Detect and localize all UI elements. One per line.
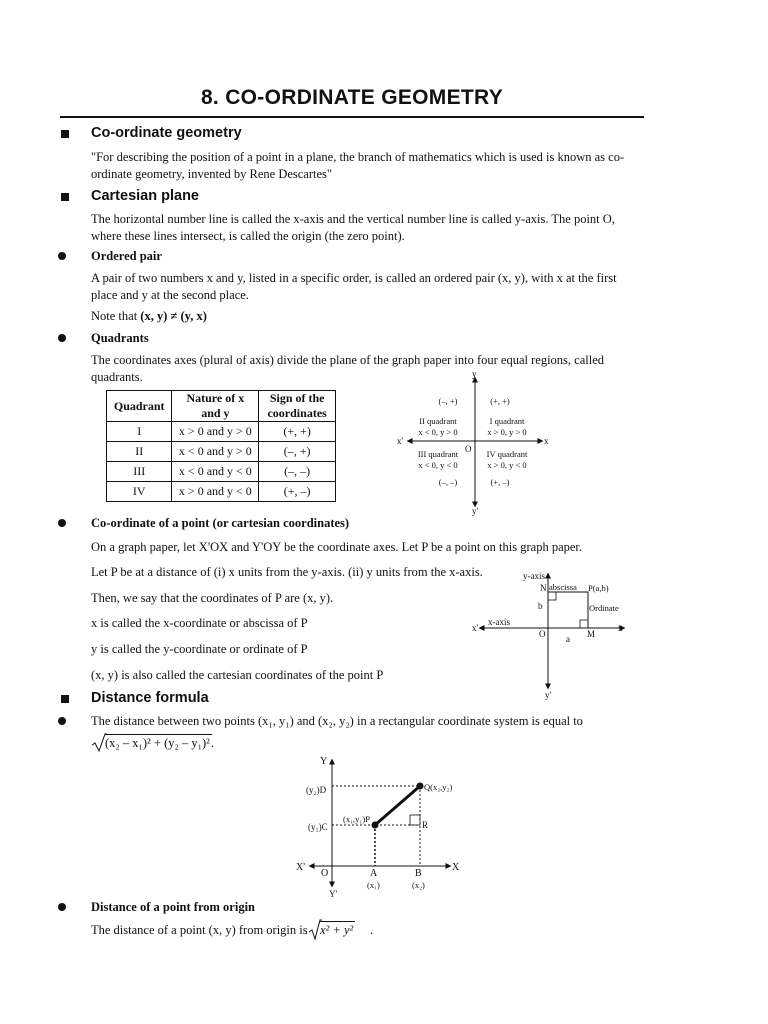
coord-line: y is called the y-coordinate or ordinate of P xyxy=(91,642,308,656)
subheading-distance-from-origin: Distance of a point from origin xyxy=(91,900,255,914)
axis-label: y xyxy=(472,369,477,379)
page-title: 8. CO-ORDINATE GEOMETRY xyxy=(200,86,504,109)
radicand: x² + y² xyxy=(320,923,354,937)
period-mark: . xyxy=(370,923,374,937)
period-mark: . xyxy=(211,736,215,750)
right-angle-mark xyxy=(580,620,588,628)
radicand: (x₂ – x₁)² + (y₂ – y₁)² xyxy=(105,736,210,750)
origin-label: O xyxy=(539,629,546,639)
axis-label: X xyxy=(452,862,460,873)
quadrant-name: III quadrant xyxy=(417,449,459,459)
subheading-quadrants: Quadrants xyxy=(91,331,149,345)
axis-label: x xyxy=(544,436,549,446)
table-cell: III xyxy=(107,462,172,482)
point-label-c: (y₁)C xyxy=(308,822,328,832)
point-label-p: P(a,b) xyxy=(588,583,609,593)
note-prefix: Note that xyxy=(91,309,141,323)
square-bullet-icon xyxy=(61,193,69,201)
origin-distance-text: The distance of a point (x, y) from origin is xyxy=(91,923,308,937)
square-bullet-icon xyxy=(61,130,69,138)
point-label-p: (x₁,y₁)P xyxy=(343,814,370,824)
table-cell: x < 0 and y < 0 xyxy=(172,462,259,482)
axis-label: y' xyxy=(472,506,479,516)
axis-label: Y xyxy=(320,756,328,767)
coord-line: On a graph paper, let X'OX and Y'OY be the coordinate axes. Let P be a point on this graph paper. xyxy=(91,540,583,554)
axis-label: x' xyxy=(472,623,479,633)
quadrant-condition: x > 0, y < 0 xyxy=(487,460,527,470)
abscissa-label: abscissa xyxy=(549,582,577,592)
ordered-pair-text: A pair of two numbers x and y, listed in a specific order, is called an ordered pair (x, y), with x at the first place and y at the second place. xyxy=(91,271,617,302)
coord-line: Then, we say that the coordinates of P are (x, y). xyxy=(91,591,334,605)
point-q-marker xyxy=(417,783,424,790)
projection-rectangle xyxy=(548,592,588,628)
square-bullet-icon xyxy=(61,695,69,703)
title-underline xyxy=(60,116,644,118)
point-label-d: (y₂)D xyxy=(306,785,327,795)
table-header: Sign of the coordinates xyxy=(259,391,336,422)
distance-label-a: a xyxy=(566,634,570,644)
point-label-q: Q(x₂,y₂) xyxy=(424,782,453,792)
distance-diagram xyxy=(292,752,472,902)
table-cell: II xyxy=(107,442,172,462)
point-coordinates-diagram xyxy=(468,560,634,700)
section-heading-coordinate-geometry: Co-ordinate geometry xyxy=(91,125,242,141)
table-row xyxy=(107,482,336,502)
axis-label: x' xyxy=(397,436,404,446)
table-cell: x > 0 and y > 0 xyxy=(172,422,259,442)
axis-label: Y' xyxy=(329,889,338,899)
round-bullet-icon xyxy=(58,334,66,342)
coord-line: Let P be at a distance of (i) x units from the y-axis. (ii) y units from the x-axis. xyxy=(91,565,483,579)
table-header: Quadrant xyxy=(107,391,172,422)
point-label-m: M xyxy=(587,629,596,639)
round-bullet-icon xyxy=(58,519,66,527)
table-row xyxy=(107,422,336,442)
origin-label: O xyxy=(321,868,329,879)
point-label-a: A xyxy=(370,868,378,879)
cartesian-plane-text: The horizontal number line is called the x-axis and the vertical number line is called y-axis. The point O, where these lines intersect, is called the origin (the zero point). xyxy=(91,212,615,243)
quadrant-name: IV quadrant xyxy=(486,449,528,459)
quadrant-name: I quadrant xyxy=(489,416,525,426)
point-label-b: B xyxy=(415,868,422,879)
axis-label: x-axis xyxy=(488,617,510,627)
point-label-r: R xyxy=(422,820,429,830)
origin-label: O xyxy=(465,444,472,454)
right-angle-mark xyxy=(410,815,420,825)
table-cell: (–, –) xyxy=(259,462,336,482)
table-cell: (+, –) xyxy=(259,482,336,502)
quadrant-diagram xyxy=(390,366,570,518)
axis-label: X' xyxy=(296,862,306,873)
table-cell: (+, +) xyxy=(259,422,336,442)
axis-label: y' xyxy=(545,690,552,700)
quadrant-condition: x > 0, y > 0 xyxy=(487,427,527,437)
axis-label: x xyxy=(618,623,623,633)
round-bullet-icon xyxy=(58,717,66,725)
subheading-ordered-pair: Ordered pair xyxy=(91,249,162,263)
quadrant-sign: (+, +) xyxy=(490,396,510,406)
point-p-marker xyxy=(372,822,379,829)
quadrant-sign: (+, –) xyxy=(490,477,510,487)
quadrant-condition: x < 0, y > 0 xyxy=(418,427,458,437)
quadrant-condition: x < 0, y < 0 xyxy=(418,460,458,470)
quadrant-table xyxy=(106,390,336,502)
table-row xyxy=(107,462,336,482)
round-bullet-icon xyxy=(58,903,66,911)
quadrant-name: II quadrant xyxy=(419,416,457,426)
table-cell: IV xyxy=(107,482,172,502)
subheading-coordinate-of-point: Co-ordinate of a point (or cartesian coordinates) xyxy=(91,516,350,530)
round-bullet-icon xyxy=(58,252,66,260)
axis-label: y-axis xyxy=(523,571,545,581)
quadrants-text: The coordinates axes (plural of axis) divide the plane of the graph paper into four equal regions, called quadrants. xyxy=(91,353,605,384)
distance-text: The distance between two points (x₁, y₁) and (x₂, y₂) in a rectangular coordinate system is equal to xyxy=(91,714,583,728)
coord-line: x is called the x-coordinate or abscissa of P xyxy=(91,616,308,630)
coord-line: (x, y) is also called the cartesian coordinates of the point P xyxy=(91,668,384,682)
table-header: Nature of x and y xyxy=(172,391,259,422)
distance-label-b: b xyxy=(538,601,543,611)
point-label-n: N xyxy=(540,583,547,593)
table-row xyxy=(107,442,336,462)
right-angle-mark xyxy=(548,592,556,600)
ordered-pair-note xyxy=(91,308,207,325)
x2-label: (x₂) xyxy=(412,880,425,890)
quadrant-sign: (–, –) xyxy=(438,477,458,487)
ordinate-label: Ordinate xyxy=(589,603,619,613)
section-heading-cartesian-plane: Cartesian plane xyxy=(91,188,199,204)
section-heading-distance-formula: Distance formula xyxy=(91,690,209,706)
note-inequality: (x, y) ≠ (y, x) xyxy=(140,309,207,323)
table-cell: x < 0 and y > 0 xyxy=(172,442,259,462)
definition-text: "For describing the position of a point in a plane, the branch of mathematics which is used is known as co-ordinate geometry, invented by Rene Descartes" xyxy=(91,150,625,181)
table-cell: I xyxy=(107,422,172,442)
table-header-row xyxy=(107,391,336,422)
table-cell: x > 0 and y < 0 xyxy=(172,482,259,502)
x1-label: (x₁) xyxy=(367,880,380,890)
table-cell: (–, +) xyxy=(259,442,336,462)
quadrant-sign: (–, +) xyxy=(438,396,458,406)
segment-pq xyxy=(375,786,420,825)
